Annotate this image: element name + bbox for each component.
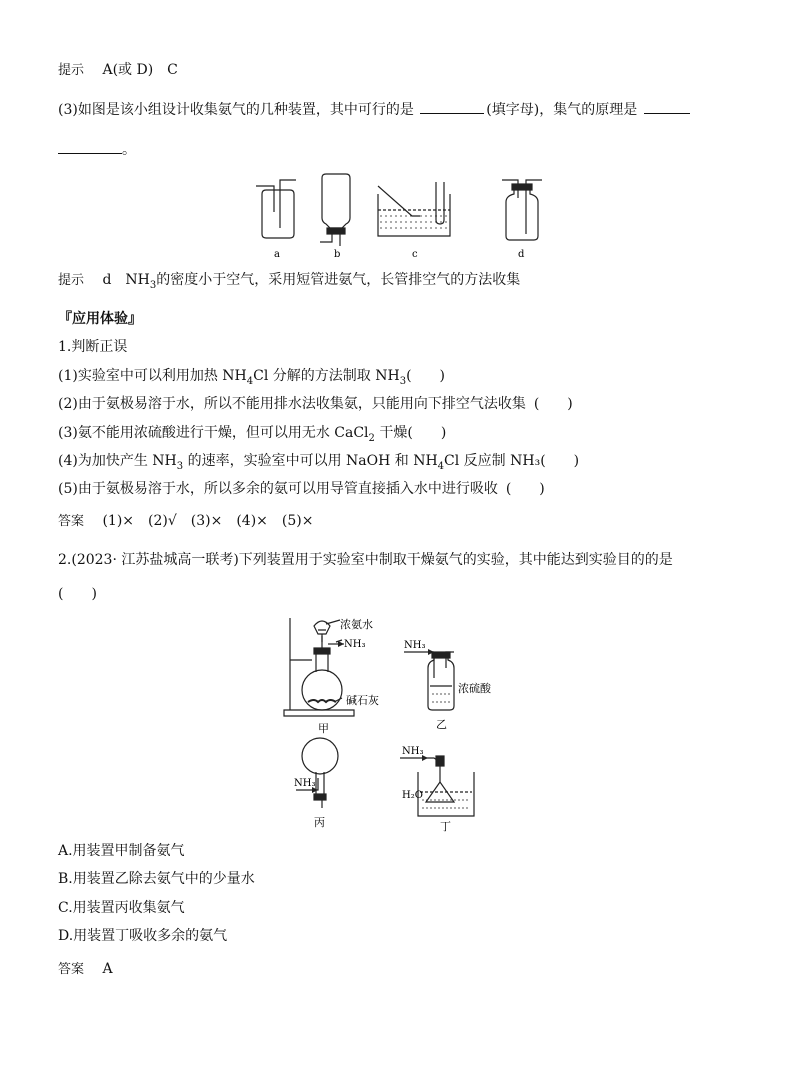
judge-subscript: 2 (368, 432, 375, 444)
fig1-label-b: b (334, 249, 341, 260)
hint-text-a: d NH (102, 272, 150, 288)
judge-subscript: 3 (176, 460, 184, 472)
judge-subscript: 3 (399, 375, 407, 387)
judge-text: (2)由于氨极易溶于水，所以不能用排水法收集氨，只能用向下排空气法收集 (58, 396, 526, 412)
judge-item-5 (58, 479, 545, 499)
hint-subscript: 3 (149, 279, 157, 291)
judge-text: (4)为加快产生 NH (58, 453, 177, 469)
question-3-text-a: (3)如图是该小组设计收集氨气的几种装置，其中可行的是 (58, 102, 414, 118)
question-3-continuation (58, 139, 136, 160)
answer-line-1 (58, 511, 313, 532)
label-jia: 甲 (318, 722, 329, 735)
option-d: D.用装置丁吸收多余的氨气 (58, 928, 228, 944)
label-soda-lime: 碱石灰 (346, 694, 379, 707)
answer-line-2 (58, 959, 113, 980)
judge-paren: Cl 反应制 NH₃( ) (444, 453, 580, 469)
option-a: A.用装置甲制备氨气 (58, 843, 185, 859)
answer-blank-2 (644, 99, 690, 114)
answer-blank-3 (58, 139, 122, 154)
answer-text: A (102, 961, 113, 977)
question-3-text-b: (填字母)，集气的原理是 (486, 102, 638, 118)
option-c: C.用装置丙收集氨气 (58, 900, 185, 916)
collection-apparatus-drawing (250, 172, 550, 264)
judge-text: (3)氨不能用浓硫酸进行干燥，但可以用无水 CaCl (58, 425, 369, 441)
judge-item-2 (58, 394, 573, 414)
answer-label: 答案 (58, 514, 85, 529)
item-1-title: 1.判断正误 (58, 339, 128, 355)
hint-line-1 (58, 60, 178, 81)
label-nh3-bing: NH₃ (294, 778, 316, 789)
label-nh3-jia: NH₃ (344, 639, 366, 650)
fig1-label-a: a (274, 249, 280, 260)
fig1-label-d: d (518, 249, 525, 260)
option-b: B.用装置乙除去氨气中的少量水 (58, 871, 255, 887)
question-3 (58, 99, 690, 120)
judge-text: 干燥 (374, 425, 408, 441)
question-3-end: 。 (122, 142, 136, 158)
label-nh3-yi: NH₃ (404, 640, 426, 651)
label-ding: 丁 (440, 820, 451, 833)
judge-text: Cl 分解的方法制取 NH (253, 368, 400, 384)
hint-label: 提示 (58, 63, 85, 78)
judge-paren: ( ) (407, 425, 447, 441)
figure-collection-apparatus (250, 172, 550, 264)
label-conc-h2so4: 浓硫酸 (458, 682, 491, 695)
label-bing: 丙 (314, 816, 325, 829)
judge-paren: ( ) (533, 396, 573, 412)
hint-label: 提示 (58, 273, 85, 288)
judge-text: (1)实验室中可以利用加热 NH (58, 368, 247, 384)
figure-ammonia-apparatus (278, 612, 518, 834)
label-h2o: H₂O (402, 790, 423, 801)
label-nh3-ding: NH₃ (402, 746, 424, 757)
judge-item-3 (58, 423, 446, 443)
judge-text: 的速率，实验室中可以用 NaOH 和 NH (183, 453, 438, 469)
section-heading: 『应用体验』 (58, 311, 142, 327)
answer-blank-1 (420, 99, 484, 114)
judge-text: (5)由于氨极易溶于水，所以多余的氨可以用导管直接插入水中进行吸收 (58, 481, 498, 497)
label-conc-ammonia: 浓氨水 (340, 618, 373, 631)
item-2-paren: ( ) (58, 586, 97, 602)
answer-text: (1)× (2)√ (3)× (4)× (5)× (102, 513, 314, 529)
judge-subscript: 4 (246, 375, 254, 387)
fig1-label-c: c (412, 249, 418, 260)
hint-text: A(或 D) C (102, 62, 178, 78)
judge-item-4 (58, 451, 579, 471)
judge-item-1 (58, 366, 445, 386)
judge-paren: ( ) (406, 368, 445, 384)
judge-subscript: 4 (437, 460, 445, 472)
hint-text-b: 的密度小于空气，采用短管进氨气，长管排空气的方法收集 (156, 272, 521, 288)
item-2-text: 2.(2023· 江苏盐城高一联考)下列装置用于实验室中制取干燥氨气的实验，其中能达到实验目的的是 (58, 552, 673, 568)
answer-label: 答案 (58, 962, 85, 977)
label-yi: 乙 (436, 718, 447, 731)
hint-line-2 (58, 270, 520, 291)
judge-paren: ( ) (505, 481, 545, 497)
ammonia-apparatus-drawing (278, 612, 518, 834)
